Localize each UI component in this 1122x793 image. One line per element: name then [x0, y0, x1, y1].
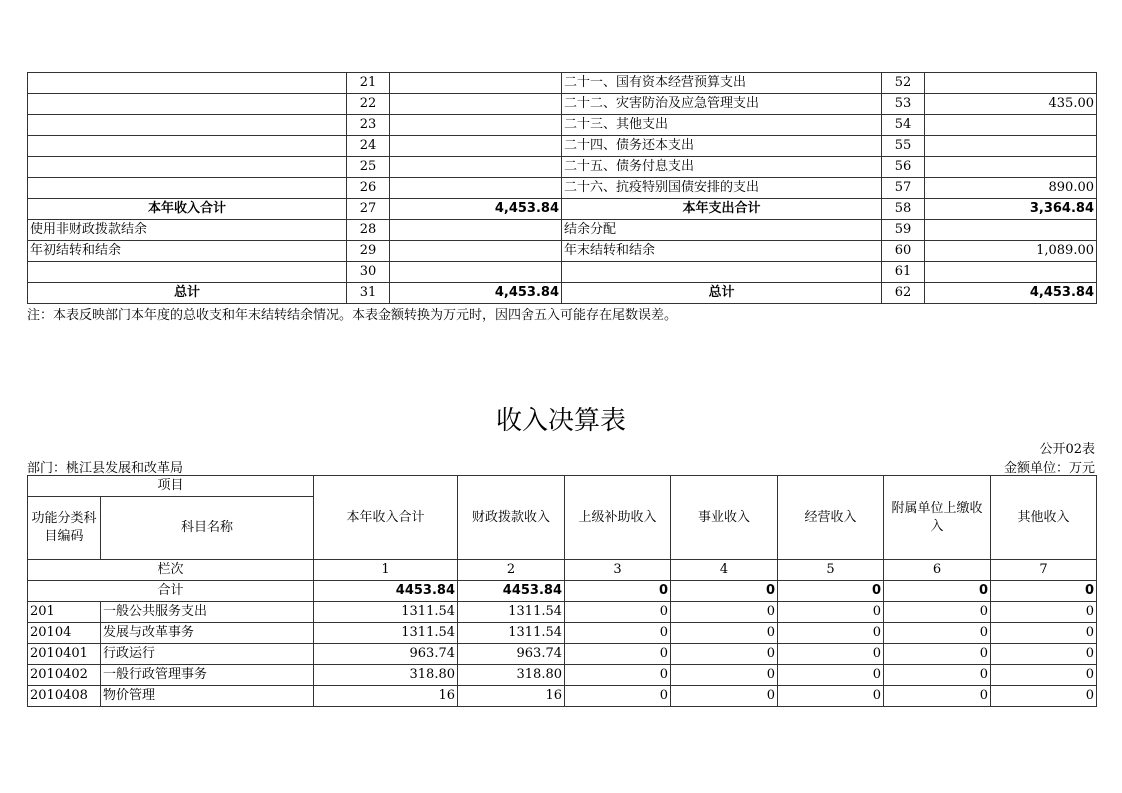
right-label: 总计 — [562, 283, 882, 304]
subject-name: 一般行政管理事务 — [101, 665, 314, 686]
total-value: 4453.84 — [458, 581, 565, 602]
right-amount — [925, 73, 1097, 94]
col-number: 5 — [778, 560, 884, 581]
row-index-label: 栏次 — [28, 560, 314, 581]
left-label — [28, 136, 347, 157]
left-amount: 4,453.84 — [390, 199, 562, 220]
amount-cell: 318.80 — [314, 665, 458, 686]
right-row-number: 61 — [882, 262, 925, 283]
left-label — [28, 178, 347, 199]
amount-cell: 0 — [884, 623, 991, 644]
summary-table-continued — [27, 72, 1097, 304]
right-row-number: 55 — [882, 136, 925, 157]
left-label: 本年收入合计 — [28, 199, 347, 220]
summary-row — [28, 178, 1097, 199]
amount-cell: 0 — [778, 644, 884, 665]
amount-cell: 0 — [565, 686, 671, 707]
col-number: 6 — [884, 560, 991, 581]
left-label — [28, 262, 347, 283]
header-col-7: 其他收入 — [991, 476, 1097, 560]
amount-cell: 0 — [991, 623, 1097, 644]
right-row-number: 58 — [882, 199, 925, 220]
amount-cell: 0 — [884, 602, 991, 623]
right-amount — [925, 262, 1097, 283]
right-row-number: 52 — [882, 73, 925, 94]
subject-name: 物价管理 — [101, 686, 314, 707]
col-number: 3 — [565, 560, 671, 581]
left-row-number: 31 — [347, 283, 390, 304]
table-row — [28, 602, 1097, 623]
amount-cell: 0 — [671, 623, 778, 644]
subject-name: 发展与改革事务 — [101, 623, 314, 644]
right-row-number: 59 — [882, 220, 925, 241]
summary-row — [28, 115, 1097, 136]
right-label: 二十四、债务还本支出 — [562, 136, 882, 157]
amount-cell: 1311.54 — [458, 623, 565, 644]
right-label: 二十五、债务付息支出 — [562, 157, 882, 178]
right-label: 结余分配 — [562, 220, 882, 241]
col-number: 2 — [458, 560, 565, 581]
left-amount — [390, 262, 562, 283]
left-row-number: 22 — [347, 94, 390, 115]
left-amount — [390, 73, 562, 94]
summary-row — [28, 199, 1097, 220]
subject-code: 2010408 — [28, 686, 101, 707]
right-label — [562, 262, 882, 283]
amount-cell: 0 — [671, 644, 778, 665]
right-amount: 435.00 — [925, 94, 1097, 115]
left-amount: 4,453.84 — [390, 283, 562, 304]
left-row-number: 23 — [347, 115, 390, 136]
header-item: 项目 — [28, 476, 314, 497]
total-value: 0 — [565, 581, 671, 602]
left-row-number: 29 — [347, 241, 390, 262]
col-number: 7 — [991, 560, 1097, 581]
page-title: 收入决算表 — [495, 406, 626, 436]
amount-cell: 0 — [778, 665, 884, 686]
unit-label: 金额单位：万元 — [1003, 461, 1095, 476]
amount-cell: 0 — [991, 686, 1097, 707]
left-amount — [390, 241, 562, 262]
amount-cell: 0 — [778, 686, 884, 707]
amount-cell: 0 — [778, 602, 884, 623]
subject-code: 2010401 — [28, 644, 101, 665]
col-number: 4 — [671, 560, 778, 581]
right-amount — [925, 220, 1097, 241]
total-value: 0 — [991, 581, 1097, 602]
amount-cell: 963.74 — [314, 644, 458, 665]
table-row — [28, 644, 1097, 665]
subject-name: 行政运行 — [101, 644, 314, 665]
right-label: 本年支出合计 — [562, 199, 882, 220]
left-amount — [390, 178, 562, 199]
total-value: 0 — [671, 581, 778, 602]
amount-cell: 16 — [458, 686, 565, 707]
left-amount — [390, 220, 562, 241]
right-row-number: 60 — [882, 241, 925, 262]
right-label: 二十三、其他支出 — [562, 115, 882, 136]
right-amount: 890.00 — [925, 178, 1097, 199]
right-amount — [925, 157, 1097, 178]
amount-cell: 0 — [565, 623, 671, 644]
right-amount — [925, 136, 1097, 157]
income-table — [27, 475, 1097, 707]
table-row — [28, 686, 1097, 707]
total-value: 0 — [778, 581, 884, 602]
left-row-number: 25 — [347, 157, 390, 178]
amount-cell: 0 — [991, 665, 1097, 686]
left-label: 使用非财政拨款结余 — [28, 220, 347, 241]
header-name: 科目名称 — [101, 497, 314, 560]
left-row-number: 27 — [347, 199, 390, 220]
subject-name: 一般公共服务支出 — [101, 602, 314, 623]
left-label: 总计 — [28, 283, 347, 304]
total-value: 0 — [884, 581, 991, 602]
amount-cell: 0 — [565, 602, 671, 623]
total-value: 4453.84 — [314, 581, 458, 602]
left-label — [28, 157, 347, 178]
right-row-number: 56 — [882, 157, 925, 178]
subject-code: 201 — [28, 602, 101, 623]
right-label: 年末结转和结余 — [562, 241, 882, 262]
right-row-number: 53 — [882, 94, 925, 115]
amount-cell: 318.80 — [458, 665, 565, 686]
left-row-number: 21 — [347, 73, 390, 94]
header-col-1: 本年收入合计 — [314, 476, 458, 560]
left-row-number: 24 — [347, 136, 390, 157]
amount-cell: 0 — [991, 644, 1097, 665]
department-label: 部门：桃江县发展和改革局 — [27, 461, 184, 476]
total-row — [28, 581, 1097, 602]
amount-cell: 16 — [314, 686, 458, 707]
summary-row — [28, 94, 1097, 115]
table-row — [28, 623, 1097, 644]
amount-cell: 0 — [565, 665, 671, 686]
summary-row — [28, 283, 1097, 304]
summary-row — [28, 241, 1097, 262]
left-row-number: 26 — [347, 178, 390, 199]
amount-cell: 1311.54 — [314, 602, 458, 623]
table-row — [28, 665, 1097, 686]
left-amount — [390, 157, 562, 178]
right-label: 二十一、国有资本经营预算支出 — [562, 73, 882, 94]
table-note: 注：本表反映部门本年度的总收支和年末结转结余情况。本表金额转换为万元时，因四舍五入可能存在尾数误差。 — [27, 308, 678, 323]
header-col-3: 上级补助收入 — [565, 476, 671, 560]
right-row-number: 57 — [882, 178, 925, 199]
total-label: 合计 — [28, 581, 314, 602]
amount-cell: 963.74 — [458, 644, 565, 665]
amount-cell: 0 — [671, 602, 778, 623]
amount-cell: 0 — [884, 686, 991, 707]
summary-row — [28, 73, 1097, 94]
left-row-number: 28 — [347, 220, 390, 241]
summary-row — [28, 136, 1097, 157]
left-label — [28, 73, 347, 94]
amount-cell: 0 — [671, 686, 778, 707]
amount-cell: 0 — [884, 644, 991, 665]
header-col-5: 经营收入 — [778, 476, 884, 560]
amount-cell: 0 — [565, 644, 671, 665]
summary-row — [28, 262, 1097, 283]
subject-code: 20104 — [28, 623, 101, 644]
amount-cell: 1311.54 — [314, 623, 458, 644]
summary-row — [28, 157, 1097, 178]
left-label — [28, 115, 347, 136]
left-amount — [390, 136, 562, 157]
left-amount — [390, 115, 562, 136]
right-row-number: 54 — [882, 115, 925, 136]
right-label: 二十六、抗疫特别国债安排的支出 — [562, 178, 882, 199]
right-amount: 1,089.00 — [925, 241, 1097, 262]
right-amount: 4,453.84 — [925, 283, 1097, 304]
summary-row — [28, 220, 1097, 241]
right-amount — [925, 115, 1097, 136]
subject-code: 2010402 — [28, 665, 101, 686]
amount-cell: 0 — [671, 665, 778, 686]
amount-cell: 0 — [991, 602, 1097, 623]
right-amount: 3,364.84 — [925, 199, 1097, 220]
left-label: 年初结转和结余 — [28, 241, 347, 262]
amount-cell: 1311.54 — [458, 602, 565, 623]
header-col-2: 财政拨款收入 — [458, 476, 565, 560]
table-code: 公开02表 — [1039, 442, 1095, 457]
right-row-number: 62 — [882, 283, 925, 304]
left-amount — [390, 94, 562, 115]
amount-cell: 0 — [778, 623, 884, 644]
amount-cell: 0 — [884, 665, 991, 686]
left-row-number: 30 — [347, 262, 390, 283]
right-label: 二十二、灾害防治及应急管理支出 — [562, 94, 882, 115]
header-col-6: 附属单位上缴收入 — [884, 476, 991, 560]
header-code: 功能分类科目编码 — [28, 497, 101, 560]
header-col-4: 事业收入 — [671, 476, 778, 560]
col-number: 1 — [314, 560, 458, 581]
left-label — [28, 94, 347, 115]
